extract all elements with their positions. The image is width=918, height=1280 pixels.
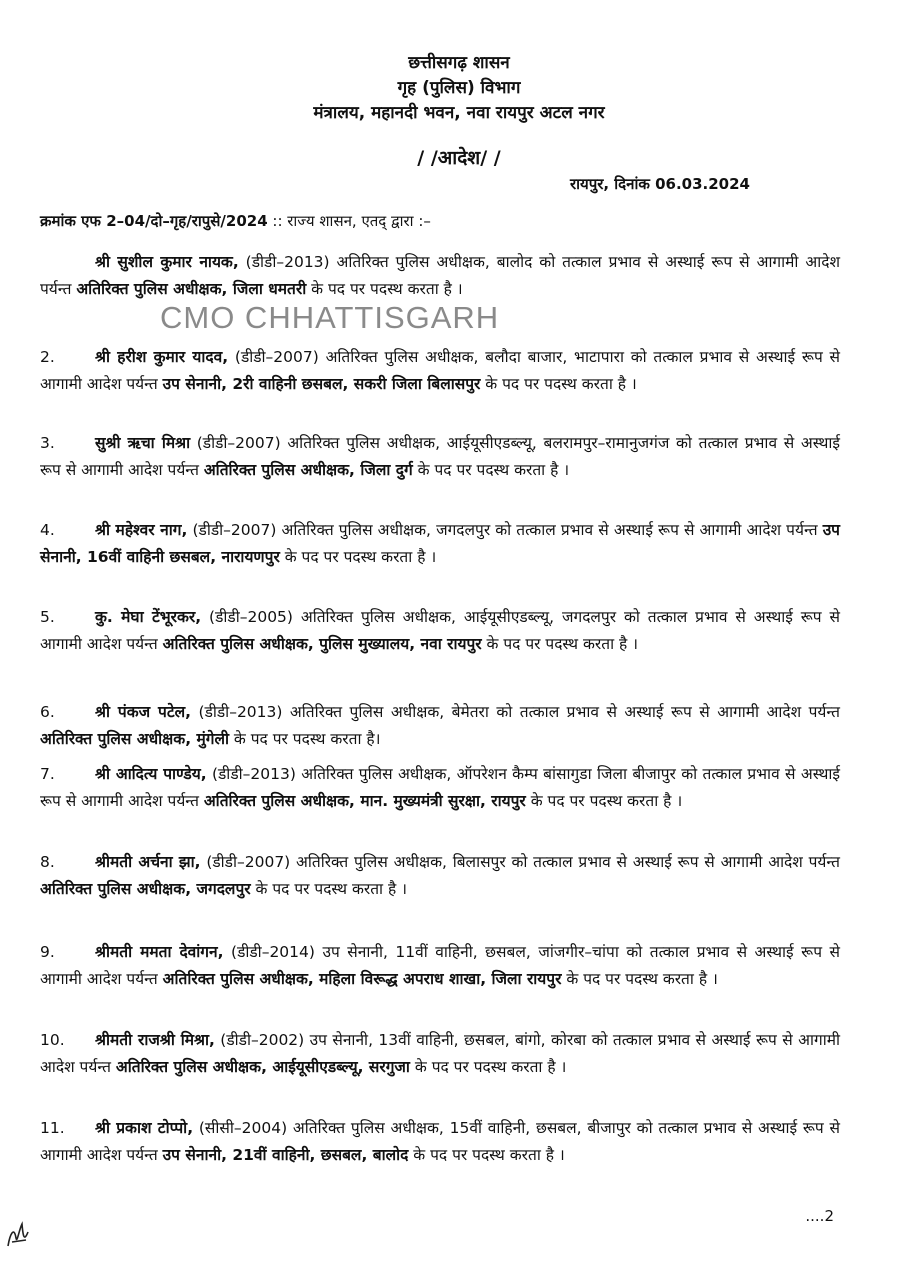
item-text: (डीडी–2007) अतिरिक्त पुलिस अधीक्षक, बिलासपुर को तत्काल प्रभाव से अस्थाई रूप से आगामी आदेश पर्यन्त	[200, 853, 841, 871]
item-tail: के पद पर पदस्थ करता है ।	[279, 548, 437, 566]
item-tail: के पद पर पदस्थ करता है ।	[525, 792, 683, 810]
item-tail: के पद पर पदस्थ करता है ।	[480, 375, 637, 393]
item-tail: के पद पर पदस्थ करता है ।	[412, 461, 570, 479]
item-text: (डीडी–2013) अतिरिक्त पुलिस अधीक्षक, ऑपरेशन कैम्प बांसागुडा जिला बीजापुर को तत्काल प्रभाव से अस्थाई रूप से आगामी आदेश पर्यन्त	[40, 765, 840, 810]
item-number: 7.	[40, 765, 55, 783]
item-number: 10.	[40, 1031, 65, 1049]
item-number: 3.	[40, 434, 55, 452]
item-text: (डीडी–2013) अतिरिक्त पुलिस अधीक्षक, बेमेतरा को तत्काल प्रभाव से अस्थाई रूप से आगामी आदेश पर्यन्त	[191, 703, 840, 721]
item-tail: के पद पर पदस्थ करता है ।	[306, 280, 463, 298]
officer-name: श्री पंकज पटेल,	[95, 703, 192, 721]
item-text: (डीडी–2014) उप सेनानी, 11वीं वाहिनी, छसबल, जांजगीर–चांपा को तत्काल प्रभाव से अस्थाई रूप से आगामी आदेश पर्यन्त	[40, 943, 840, 988]
reference-text: :: राज्य शासन, एतद् द्वारा :–	[267, 212, 431, 230]
order-item	[40, 939, 840, 993]
item-tail: के पद पर पदस्थ करता है ।	[409, 1058, 567, 1076]
item-tail: के पद पर पदस्थ करता है।	[229, 730, 381, 748]
officer-name: सुश्री ऋचा मिश्रा	[95, 434, 191, 452]
officer-name: श्रीमती अर्चना झा,	[95, 853, 201, 871]
item-text: (सीसी–2004) अतिरिक्त पुलिस अधीक्षक, 15वीं वाहिनी, छसबल, बीजापुर को तत्काल प्रभाव से अस्थाई रूप से आगामी आदेश पर्यन्त	[40, 1119, 840, 1164]
item-number: 5.	[40, 608, 55, 626]
order-item	[40, 699, 840, 753]
posting: अतिरिक्त पुलिस अधीक्षक, जगदलपुर	[40, 880, 251, 898]
posting: अतिरिक्त पुलिस अधीक्षक, पुलिस मुख्यालय, नवा रायपुर	[162, 635, 482, 653]
officer-name: श्री महेश्वर नाग,	[95, 521, 188, 539]
item-text: (डीडी–2005) अतिरिक्त पुलिस अधीक्षक, आईयूसीएडब्ल्यू, जगदलपुर को तत्काल प्रभाव से अस्थाई रूप से आगामी आदेश पर्यन्त	[40, 608, 840, 653]
officer-name: श्रीमती राजश्री मिश्रा,	[95, 1031, 215, 1049]
item-tail: के पद पर पदस्थ करता है ।	[408, 1146, 565, 1164]
watermark: CMO CHHATTISGARH	[160, 300, 500, 335]
posting: अतिरिक्त पुलिस अधीक्षक, मुंगेली	[40, 730, 229, 748]
order-title: / /आदेश/ /	[417, 147, 501, 169]
order-item	[40, 344, 840, 398]
page-number: ....2	[805, 1207, 834, 1225]
item-number: 9.	[40, 943, 55, 961]
header-department: गृह (पुलिस) विभाग	[397, 78, 521, 98]
posting: अतिरिक्त पुलिस अधीक्षक, जिला दुर्ग	[203, 461, 413, 479]
date-line: रायपुर, दिनांक 06.03.2024	[570, 175, 750, 193]
posting: अतिरिक्त पुलिस अधीक्षक, मान. मुख्यमंत्री सुरक्षा, रायपुर	[203, 792, 526, 810]
header-government: छत्तीसगढ़ शासन	[408, 53, 510, 73]
item-tail: के पद पर पदस्थ करता है ।	[250, 880, 408, 898]
item-number: 8.	[40, 853, 55, 871]
order-item	[40, 1115, 840, 1169]
officer-name: श्री आदित्य पाण्डेय,	[95, 765, 207, 783]
item-text: (डीडी–2007) अतिरिक्त पुलिस अधीक्षक, आईयूसीएडब्ल्यू, बलरामपुर–रामानुजगंज को तत्काल प्रभाव से अस्थाई रूप से आगामी आदेश पर्यन्त	[40, 434, 840, 479]
officer-name: श्री प्रकाश टोप्पो,	[95, 1119, 194, 1137]
item-text: (डीडी–2002) उप सेनानी, 13वीं वाहिनी, छसबल, बांगो, कोरबा को तत्काल प्रभाव से अस्थाई रूप से आगामी आदेश पर्यन्त	[40, 1031, 840, 1076]
reference-line	[40, 211, 431, 231]
posting: उप सेनानी, 16वीं वाहिनी छसबल, नारायणपुर	[40, 521, 840, 566]
item-text: (डीडी–2013) अतिरिक्त पुलिस अधीक्षक, बालोद को तत्काल प्रभाव से अस्थाई रूप से आगामी आदेश पर्यन्त	[40, 253, 840, 298]
item-number: 11.	[40, 1119, 65, 1137]
order-item	[40, 249, 840, 303]
officer-name: श्री सुशील कुमार नायक,	[95, 253, 239, 271]
officer-name: कु. मेघा टेंभूरकर,	[95, 608, 202, 626]
item-tail: के पद पर पदस्थ करता है ।	[561, 970, 718, 988]
order-item	[40, 604, 840, 658]
reference-number: क्रमांक एफ 2–04/दो–गृह/रापुसे/2024	[40, 212, 268, 230]
order-item	[40, 1027, 840, 1081]
initials-signature	[4, 1212, 34, 1252]
item-number: 2.	[40, 348, 55, 366]
item-text: (डीडी–2007) अतिरिक्त पुलिस अधीक्षक, बलौदा बाजार, भाटापारा को तत्काल प्रभाव से अस्थाई रूप से आगामी आदेश पर्यन्त	[40, 348, 840, 393]
officer-name: श्री हरीश कुमार यादव,	[95, 348, 229, 366]
posting: अतिरिक्त पुलिस अधीक्षक, आईयूसीएडब्ल्यू, सरगुजा	[115, 1058, 410, 1076]
item-text: (डीडी–2007) अतिरिक्त पुलिस अधीक्षक, जगदलपुर को तत्काल प्रभाव से अस्थाई रूप से आगामी आदेश पर्यन्त	[187, 521, 823, 539]
posting: उप सेनानी, 2री वाहिनी छसबल, सकरी जिला बिलासपुर	[162, 375, 481, 393]
order-item	[40, 761, 840, 815]
item-tail: के पद पर पदस्थ करता है ।	[481, 635, 639, 653]
order-item	[40, 430, 840, 484]
header-address: मंत्रालय, महानदी भवन, नवा रायपुर अटल नगर	[313, 103, 605, 123]
posting: अतिरिक्त पुलिस अधीक्षक, जिला धमतरी	[76, 280, 307, 298]
order-item	[40, 517, 840, 571]
officer-name: श्रीमती ममता देवांगन,	[95, 943, 224, 961]
item-number: 4.	[40, 521, 55, 539]
posting: उप सेनानी, 21वीं वाहिनी, छसबल, बालोद	[162, 1146, 409, 1164]
item-number: 6.	[40, 703, 55, 721]
order-item	[40, 849, 840, 903]
posting: अतिरिक्त पुलिस अधीक्षक, महिला विरूद्ध अपराध शाखा, जिला रायपुर	[162, 970, 562, 988]
